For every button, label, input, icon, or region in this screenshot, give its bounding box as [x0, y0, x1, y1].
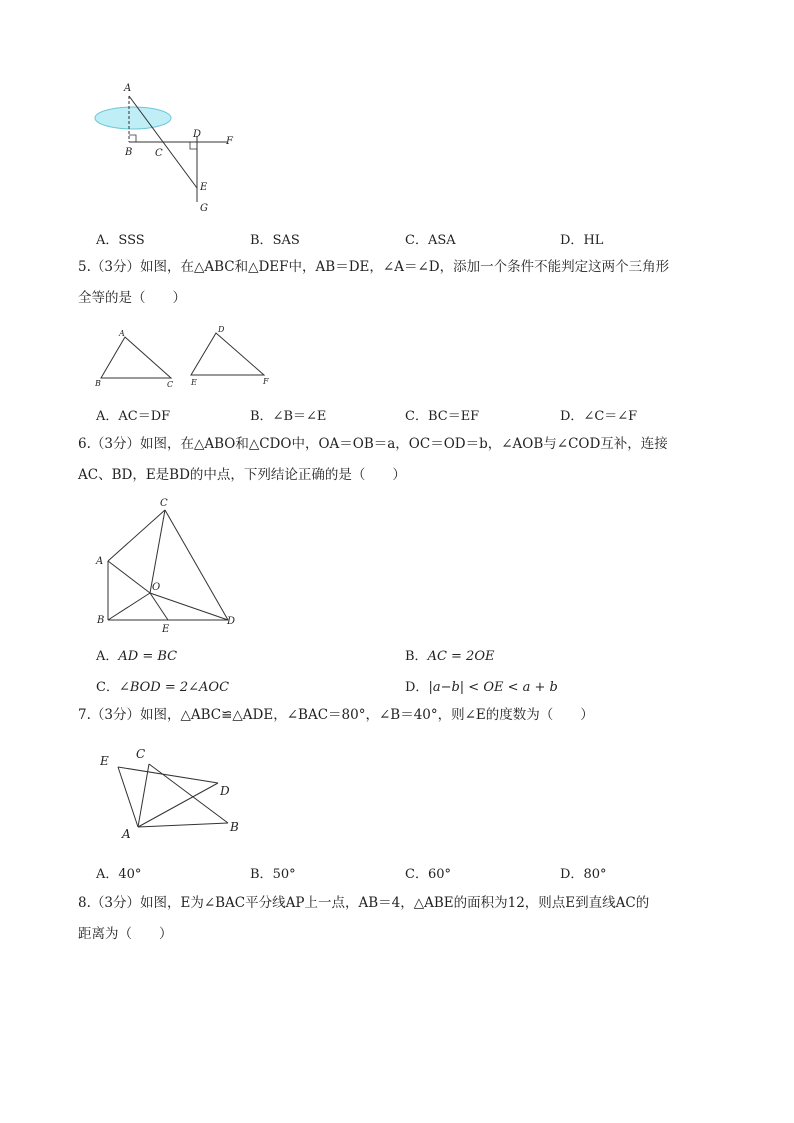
q5-label-b: B [95, 379, 101, 388]
q5-option-d[interactable] [560, 405, 637, 424]
q4-option-d[interactable] [560, 229, 603, 248]
q4-label-a: A [124, 83, 132, 94]
q5-label-e: E [191, 378, 197, 387]
q7-option-b[interactable] [250, 863, 296, 882]
q5-option-d-text: ∠C＝∠F [583, 409, 638, 424]
q4-option-c-letter: C． [405, 233, 428, 248]
q6-label-d: D [227, 616, 236, 627]
q6-option-c-text: ∠BOD = 2∠AOC [118, 680, 230, 695]
q6-line-od [150, 593, 228, 620]
q6-option-d-text: |a−b| < OE < a + b [428, 680, 558, 695]
q6-line-oe [150, 593, 168, 620]
q4-option-a[interactable] [96, 229, 145, 248]
q6-option-a-letter: A． [96, 649, 119, 664]
q7-label-d: D [220, 784, 230, 798]
q5-stem-line1: 5.（3分）如图，在△ABC和△DEF中，AB＝DE，∠A＝∠D，添加一个条件不能判定这两个三角形 [78, 259, 670, 275]
q6-label-e: E [162, 624, 170, 635]
q7-option-c-letter: C． [405, 867, 428, 882]
q5-label-d: D [218, 325, 225, 334]
q4-figure [85, 78, 255, 218]
q4-option-c-text: ASA [427, 233, 456, 248]
q7-line-ac [138, 764, 149, 827]
q6-line-ob [108, 593, 150, 620]
q6-stem-line1: 6.（3分）如图，在△ABO和△CDO中，OA＝OB＝a，OC＝OD＝b，∠AOB与∠COD互补，连接 [78, 436, 668, 452]
q6-option-d[interactable] [405, 676, 558, 695]
q4-option-b-text: SAS [272, 233, 300, 248]
q8-stem-line2: 距离为（ ） [78, 926, 173, 942]
q7-label-b: B [230, 820, 239, 834]
q7-label-c: C [136, 747, 146, 761]
q7-option-d-letter: D． [560, 867, 584, 882]
q4-label-f: F [226, 136, 233, 147]
q7-option-b-letter: B． [250, 867, 273, 882]
q4-option-b[interactable] [250, 229, 300, 248]
q4-right-angle-d [190, 142, 197, 149]
q6-line-oa [108, 561, 150, 593]
q7-option-b-text: 50° [272, 867, 296, 882]
q4-option-d-text: HL [583, 233, 604, 248]
q6-option-b[interactable] [405, 645, 494, 664]
q7-figure [96, 742, 256, 842]
q7-option-a-letter: A． [96, 867, 119, 882]
q4-option-a-text: SSS [118, 233, 145, 248]
q5-option-a-letter: A． [96, 409, 119, 424]
q5-figure [92, 322, 282, 392]
q5-option-c-text: BC＝EF [427, 409, 480, 424]
q5-stem-line2: 全等的是（ ） [78, 290, 186, 306]
q7-label-e: E [100, 754, 109, 768]
q7-label-a: A [122, 827, 131, 841]
q6-label-c: C [160, 498, 168, 509]
q6-option-d-letter: D． [405, 680, 429, 695]
q6-option-b-letter: B． [405, 649, 428, 664]
q7-line-ab [138, 823, 228, 827]
q7-option-a[interactable] [96, 863, 141, 882]
q6-line-ac [108, 510, 165, 561]
q7-option-d-text: 80° [583, 867, 607, 882]
q5-option-c-letter: C． [405, 409, 428, 424]
q4-option-b-letter: B． [250, 233, 273, 248]
q7-option-c-text: 60° [427, 867, 451, 882]
q5-option-b[interactable] [250, 405, 326, 424]
q6-figure [92, 493, 242, 638]
q6-label-a: A [96, 556, 104, 567]
q5-option-c[interactable] [405, 405, 479, 424]
q4-option-c[interactable] [405, 229, 456, 248]
q7-option-d[interactable] [560, 863, 606, 882]
q6-label-o: O [152, 582, 161, 593]
q5-label-a: A [119, 329, 125, 338]
q4-right-angle-b [129, 135, 136, 142]
q4-label-b: B [125, 147, 133, 158]
q4-label-g: G [200, 203, 208, 214]
q4-option-d-letter: D． [560, 233, 584, 248]
q7-stem-line1: 7.（3分）如图，△ABC≌△ADE，∠BAC＝80°，∠B＝40°，则∠E的度数为（ ） [78, 707, 594, 723]
q6-label-b: B [97, 615, 105, 626]
q7-option-c[interactable] [405, 863, 451, 882]
q5-option-b-text: ∠B＝∠E [272, 409, 327, 424]
q6-line-oc [150, 510, 165, 593]
q4-option-a-letter: A． [96, 233, 119, 248]
q7-option-a-text: 40° [118, 867, 142, 882]
q4-label-d: D [193, 129, 202, 140]
q5-option-a[interactable] [96, 405, 170, 424]
q7-line-ae [118, 767, 138, 827]
q6-option-c-letter: C． [96, 680, 119, 695]
q6-option-b-text: AC = 2OE [427, 649, 495, 664]
q7-line-ed [118, 767, 218, 783]
q6-stem-line2: AC、BD，E是BD的中点，下列结论正确的是（ ） [78, 467, 406, 483]
q6-line-cd [165, 510, 228, 620]
q5-triangle-def [191, 333, 264, 375]
q4-label-e: E [200, 182, 208, 193]
q8-stem-line1: 8.（3分）如图，E为∠BAC平分线AP上一点，AB＝4，△ABE的面积为12，则点E到直线AC的 [78, 895, 650, 911]
q6-option-c[interactable] [96, 676, 229, 695]
q5-label-f: F [263, 377, 269, 386]
q5-option-d-letter: D． [560, 409, 584, 424]
q5-option-b-letter: B． [250, 409, 273, 424]
q5-label-c: C [167, 380, 174, 389]
q5-triangle-abc [101, 337, 171, 378]
q6-option-a-text: AD = BC [118, 649, 178, 664]
q5-option-a-text: AC＝DF [118, 409, 171, 424]
q6-option-a[interactable] [96, 645, 177, 664]
q7-line-ad [138, 783, 218, 827]
q4-label-c: C [155, 148, 163, 159]
q4-lake-ellipse [95, 107, 171, 129]
